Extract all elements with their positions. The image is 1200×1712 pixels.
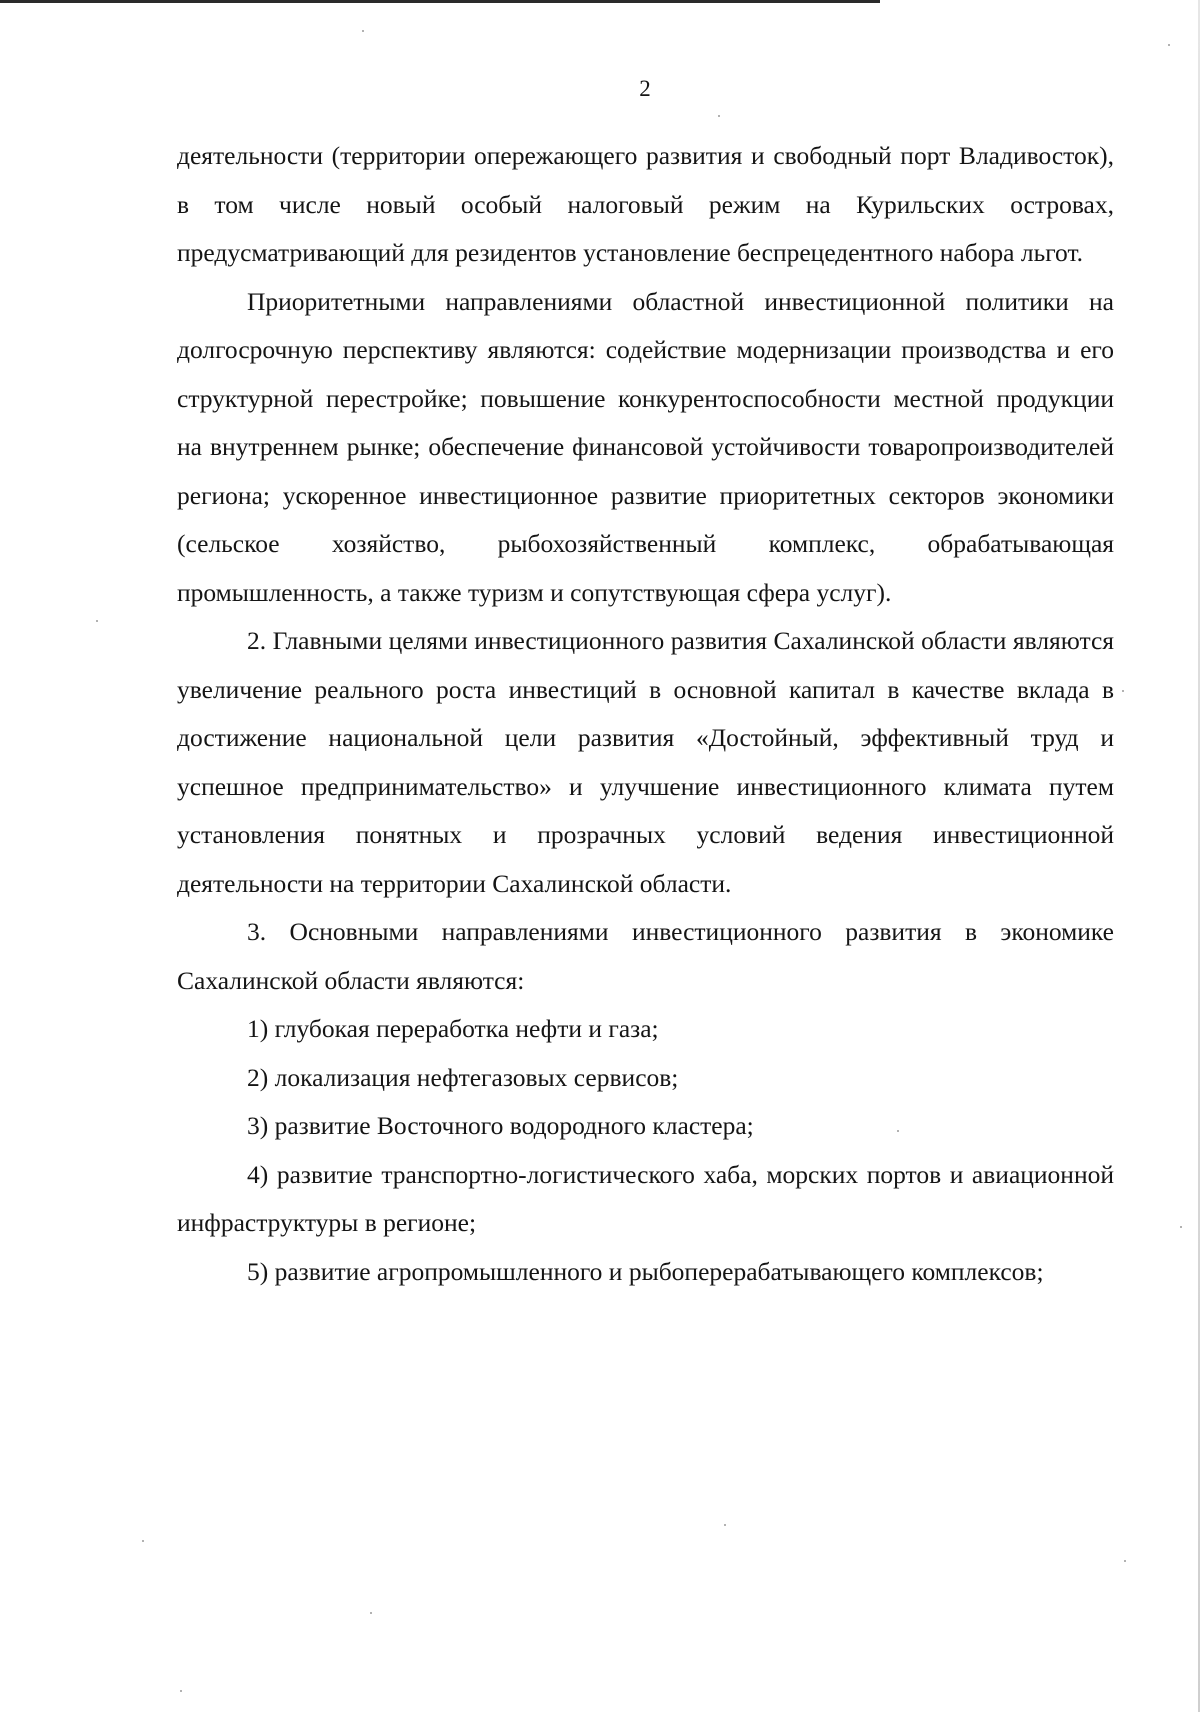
scan-speck (1168, 44, 1170, 46)
list-item-5: 5) развитие агропромышленного и рыбоперерабатывающего комплексов; (247, 1256, 1044, 1286)
scan-speck (370, 1612, 372, 1614)
page-number: 2 (639, 76, 651, 101)
scan-speck (180, 1690, 182, 1692)
scan-speck (718, 115, 720, 117)
list-item-1: 1) глубокая переработка нефти и газа; (247, 1014, 659, 1043)
paragraph-continuation: деятельности (территории опережающего развития и свободный порт Владивосток), в том числе новый особый налоговый режим на Курильских островах, предусматривающий для резидентов установление беспрецедентного набора льгот. (177, 141, 1114, 267)
list-item-4: 4) развитие транспортно-логистического хаба, морских портов и авиационной инфраструктуры в регионе; (177, 1159, 1114, 1237)
scan-speck (142, 1540, 144, 1542)
scan-speck (724, 1524, 726, 1526)
scan-speck (897, 1130, 899, 1132)
paragraph-directions-intro: 3. Основными направлениями инвестиционного развития в экономике Сахалинской области являются: (177, 917, 1114, 995)
paragraph-goals: 2. Главными целями инвестиционного развития Сахалинской области являются увеличение реального роста инвестиций в основной капитал в качестве вклада в достижение национальной цели развития «Достойный, эффективный труд и успешное предпринимательство» и улучшение инвестиционного климата путем установления понятных и прозрачных условий ведения инвестиционной деятельности на территории Сахалинской области. (177, 626, 1114, 898)
scan-speck (1122, 690, 1124, 692)
paragraph-priorities: Приоритетными направлениями областной инвестиционной политики на долгосрочную перспективу являются: содействие модернизации производства и его структурной перестройке; повышение конкурентоспособности местной продукции на внутреннем рынке; обеспечение финансовой устойчивости товаропроизводителей региона; ускоренное инвестиционное развитие приоритетных секторов экономики (сельское хозяйство, рыбохозяйственный комплекс, обрабатывающая промышленность, а также туризм и сопутствующая сфера услуг). (177, 286, 1114, 607)
list-item-2: 2) локализация нефтегазовых сервисов; (247, 1062, 679, 1092)
scan-speck (1180, 1226, 1182, 1228)
scan-speck (1124, 1560, 1126, 1562)
document-body (177, 132, 1114, 1296)
scan-speck (96, 620, 98, 622)
list-item-3: 3) развитие Восточного водородного кластера; (247, 1111, 754, 1140)
scan-top-edge (0, 0, 880, 3)
scan-speck (362, 30, 364, 32)
